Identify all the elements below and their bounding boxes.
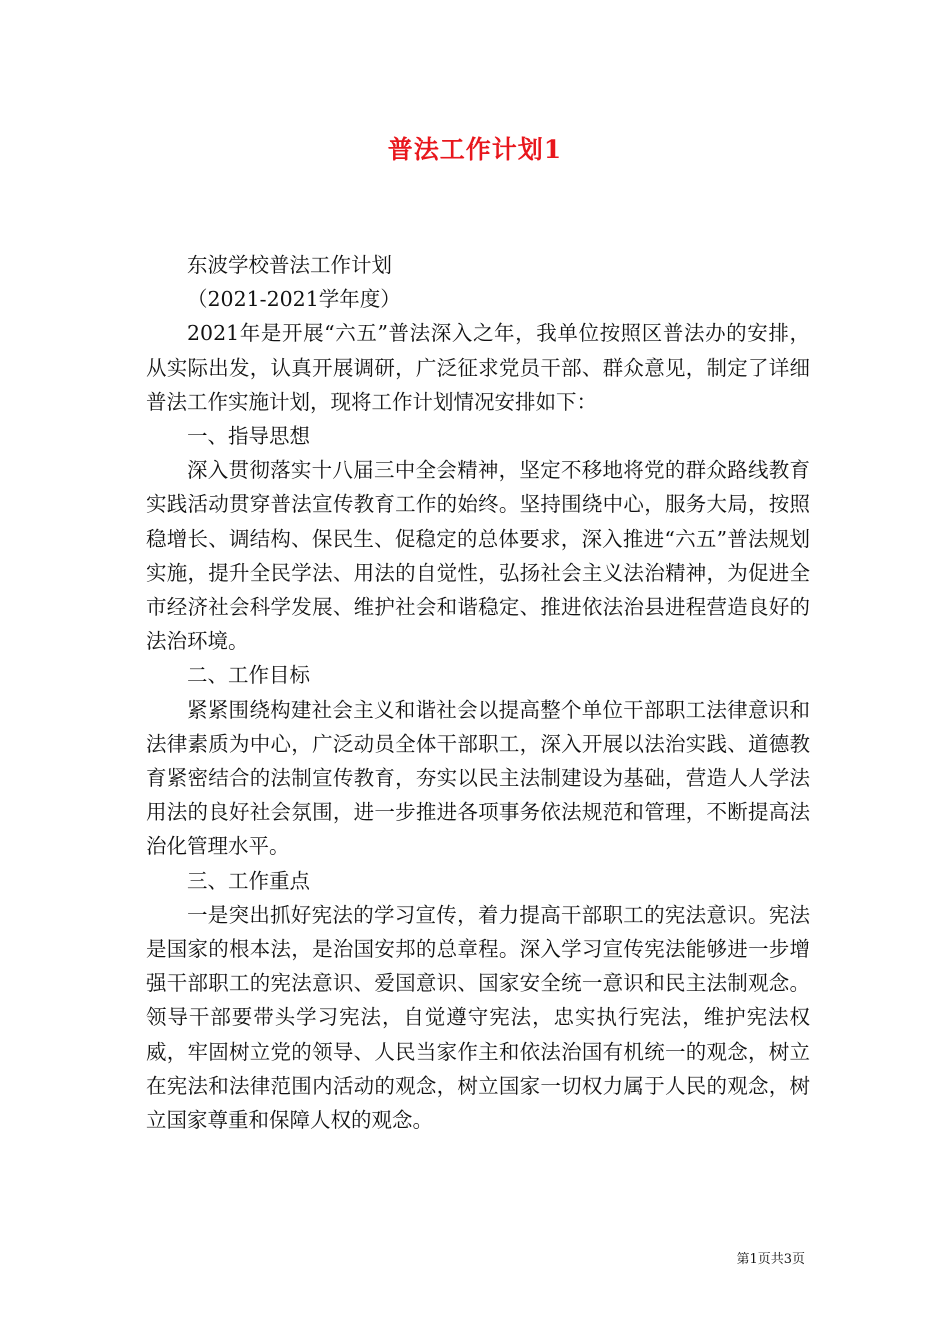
page-title: 普法工作计划1 <box>387 135 563 164</box>
paragraph-intro: 2021年是开展“六五”普法深入之年，我单位按照区普法办的安排，从实际出发，认真开展调研，广泛征求党员干部、群众意见，制定了详细普法工作实施计划，现将工作计划情况安排如下： <box>146 321 810 414</box>
document-subtitle: 东波学校普法工作计划 <box>187 253 392 277</box>
page-number: 第1页共3页 <box>736 1252 805 1267</box>
paragraph-work-goals: 紧紧围绕构建社会主义和谐社会以提高整个单位干部职工法律意识和法律素质为中心，广泛动员全体干部职工，深入开展以法治实践、道德教育紧密结合的法制宣传教育，夯实以民主法制建设为基础，营造人人学法用法的良好社会氛围，进一步推进各项事务依法规范和管理，不断提高法治化管理水平。 <box>146 697 810 859</box>
paragraph-guiding-thought: 深入贯彻落实十八届三中全会精神，坚定不移地将党的群众路线教育实践活动贯穿普法宣传教育工作的始终。坚持围绕中心，服务大局，按照稳增长、调结构、保民生、促稳定的总体要求，深入推进“六五”普法规划实施，提升全民学法、用法的自觉性，弘扬社会主义法治精神，为促进全市经济社会科学发展、维护社会和谐稳定、推进依法治县进程营造良好的法治环境。 <box>146 458 810 654</box>
school-year: （2021-2021学年度） <box>187 287 401 312</box>
paragraph-work-focus: 一是突出抓好宪法的学习宣传，着力提高干部职工的宪法意识。宪法是国家的根本法，是治国安邦的总章程。深入学习宣传宪法能够进一步增强干部职工的宪法意识、爱国意识、国家安全统一意识和民主法制观念。领导干部要带头学习宪法，自觉遵守宪法，忠实执行宪法，维护宪法权威，牢固树立党的领导、人民当家作主和依法治国有机统一的观念，树立在宪法和法律范围内活动的观念，树立国家一切权力属于人民的观念，树立国家尊重和保障人权的观念。 <box>146 902 810 1133</box>
document-body <box>146 248 810 1137</box>
section-heading-work-goals: 二、工作目标 <box>187 663 310 688</box>
section-heading-guiding-thought: 一、指导思想 <box>187 424 310 449</box>
section-heading-work-focus: 三、工作重点 <box>187 868 310 893</box>
